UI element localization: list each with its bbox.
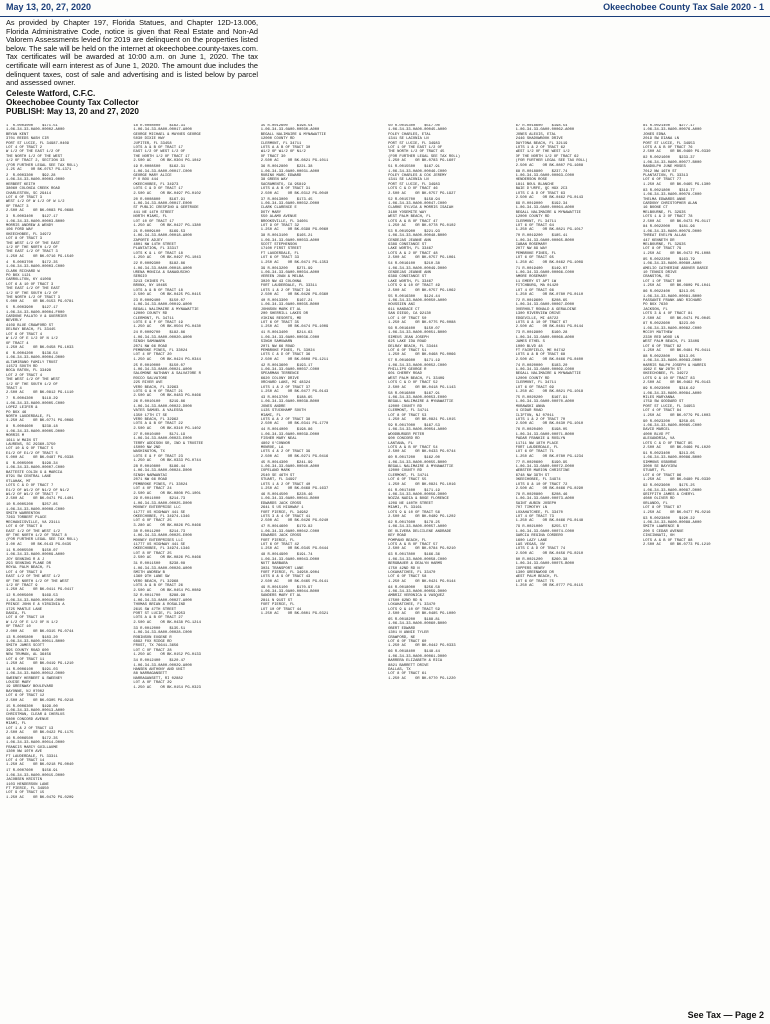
listing-entry: 65 R-0018200 $188.81 1-06-34-33-0A00-00060-B000 OBERT EDWARD 1301 N ANNIE TYLER CRAWFORD, NE LOT 6 OF TRACT 60 1.250 AC OR BK-0442 PG-0333 (388, 617, 456, 649)
listing-entry: 59 R-0017000 $167.53 1-06-34-33-0A00-00054-A000 WOODBURGER PETER 900 CONCORD RD LANTANA, FL LOTS A & B OF TRACT 54 2.500 AC OR BK-0433 PG-0744 (388, 423, 456, 455)
listing-entry: 51 R-0015500 $167.91 1-06-34-33-0A00-00046-C000 FOLEY CHARLES & COX JEREMY 1341 SE LACONIA LN PORT ST LUCIE, FL 34983 LOTS C & D OF TRACT 46 2.500 AC OR BK-0757 PG-1927 (388, 165, 456, 196)
listing-entry: 21 R-0009100 $169.53 1-06-34-33-0A00-00018-A000 ZAPORTE ADJEY 4801 NW 14TH STREET PLANTATION, FL 33317 LOTS K & L OF TRACT 18 1.250 AC OR BK-0497 PG-1043 (133, 229, 201, 261)
listing-column-3 (261, 124, 382, 1000)
continuation-note (688, 1010, 764, 1020)
listing-entry: 13 R-0005800 $183.20 1-06-34-33-0A00-00011-B000 SMITH JAMES SCOTT 395 COUNTY ROAD 600 NEW TRUMAN, AL 36456 LOT 6 OF TRACT 11 1.250 AC OR BK-0419 PG-1210 (6, 635, 74, 666)
listing-entry: 14 R-0006100 $191.03 1-06-34-33-0A00-00012-D000 SWEENEY HERBERT & SWEENEY LOUISE MARY 19 GREENWAY BOULEVARD BAYONNE, NJ 07002 LOT 6 OF TRACT 12 2.500 AC OR BK-0305 PG-0218 (6, 667, 74, 703)
listing-entry: 11 R-0005500 $150.07 1-06-34-33-0A00-00009-A000 JOY SENNING R & J 293 SENNING PLANE DR ROYAL PALM BEACH, FL LOT 4 OF TRACT 9 EAST 1/2 OF THE WEST 1/2 OF THE NORTH 1/2 OF THE WEST 1/2 OF TRACT 9 1.250 AC OR BK-0411 PG-0417 (6, 548, 74, 593)
listing-entry: 36 R-0012800 $221.38 1-06-34-33-0A00-00031-A000 RUBINO MARC EDWARD 38 GREEN WAY SACRAMENTO, CA 95819 LOTS A & B OF TRACT 31 2.500 AC OR BK-0312 PG-0040 (260, 165, 329, 196)
listing-entry: 53 R-0015900 $221.93 1-06-34-33-0A00-00048-B000 CENDEJAS JEANNE ANN 6389 CONSTANCE ST LAKE WORTH, FL 33467 LOTS A & 2 OF TRACT 48 2.500 AC OR BK-0757 PG-1061 (388, 229, 456, 261)
listing-columns (6, 124, 764, 1000)
listing-entry: 18 R-0008000 $162.31 1-06-34-33-0A00-00017-A000 GEORGE MICHAEL & MAYNES GEORGE 5030 DIXIE HWY JUPITER, FL 33458 LOTS A & B OF TRACT 17 EAST 1/2 OF WEST 1/2 OF THE NORTH 1/2 OF TRACT 17 2.500 AC OR BK-0304 PG-1042 (133, 124, 201, 164)
listing-entry: 52 R-0015700 $158.94 1-06-34-33-0A00-00047-C000 CLARKE SYLVIA & MORRIS ISAIAH 3180 YOSEMITE WAY WEST PALM BEACH, FL LOTS A & B OF TRACT 47 1.250 AC OR BK-0778 PG-0102 (388, 197, 456, 228)
listing-entry: 17 R-0007600 $156.91 1-06-34-33-0A00-00015-D000 JACOBSEN KRISTIN 1103 HENDERSON LANE FT PIERCE, FL 34950 LOT 9 OF TRACT 15 1.250 AC OR BK-0479 PG-0209 (6, 769, 74, 800)
listing-entry: 6 R-0004200 $136.54 1-06-34-33-0A00-00004-D000 ALTAMIRANO FAMILY TRUST 11573 SOUTH RD BOCA RATON, FL 33498 LOT 2 OF TRACT 4 THE WEST 1/2 OF THE WEST 1/2 OF THE SOUTH 1/2 OF TRACT 4 2.500 AC OR BK-0812 PG-1110 (6, 351, 74, 396)
listing-entry: 76 R-0020400 $198.05 1-06-34-33-0A00-00071-B000 PADAR FRANKIE & ROSLYN 11711 NW 18TH PLACE FORT LAUDERDALE, FL LOT 6 OF TRACT 71 1.250 AC OR BK-0780 PG-1234 (515, 428, 584, 459)
listing-entry: 82 R-0021600 $233.37 1-06-34-33-0A00-00077-B000 RANDOLPH JUNE MOSES 7012 NW 16TH ST PLANTATION, FL 33313 LOT 6 OF TRACT 77 1.250 AC OR BK-0465 PG-1300 (642, 156, 711, 187)
listing-entry: 45 R-0014300 $241.99 1-06-34-33-0A00-00040-A000 COPELAND MARK 2540 SE 46TH ST STUART, FL 34997 LOTS 1 & 2 OF TRACT 40 1.250 AC OR BK-0468 PG-1637 (260, 460, 329, 492)
publish-dates: PUBLISH: May 13, 20 and 27, 2020 (6, 107, 139, 117)
listing-entry: 91 R-0023400 $213.05 1-06-34-33-0A00-00086-B000 SIMMONS OSBORNE 3000 SE BAYVIEW STUART, FL LOT 6 OF TRACT 86 1.250 AC OR BK-0480 PG-0330 (642, 451, 711, 483)
listing-entry: 73 R-0019800 $160.28 1-06-34-33-0A00-00068-A000 JAMES ETHEL S 1000 BLVD 48 FT FAIRFIELD, ME 04742 LOTS A & B OF TRACT 68 2.500 AC OR BK-0466 PG-0400 (515, 331, 584, 362)
listing-entry: 43 R-0013700 $188.65 1-06-34-33-0A00-00038-B000 JONES ANDRE 1135 STUCKHAMP SOUTH MIAMI, FL LOTS A & 2 OF TRACT 38 2.500 AC OR BK-0341 PG-1770 (260, 395, 329, 427)
intro-paragraph: As provided by Chapter 197, Florida Statues, and Chapter 12D-13.006, Florida Administrative Code, notice is given that Real Estate and Non-Ad Valorem Assessments levied for 2019 are delinquent on the properties listed below. The sale will be held on the internet at okeechobee.county-taxes.com. Tax certificates will be awarded at 10:00 a.m. on June 1, 2020. The tax certificate will earn interest as of June 1, 2020. The amount due includes the delinquent taxes, cost of sale and advertising and is listed below by parcel and assessed owner. (6, 18, 258, 88)
listing-entry: 90 R-0023200 $258.65 1-06-34-33-0A00-00085-C000 DAVID MARCEL 4000 BLVD PT ALEXANDRIA, VA LOTS C & D OF TRACT 85 2.500 AC OR BK-0466 PG-1020 (642, 419, 711, 450)
listing-entry: 77 R-0020600 $190.95 1-06-34-33-0A00-00072-D000 WEBSTER MARION CHRISTINE 6748 NW 39TH ST OKEECHOBEE, FL 34974 LOTS 9 & 10 OF TRACT 72 2.500 AC OR BK-0466 PG-0290 (515, 460, 584, 492)
listing-entry: 92 R-0023600 $175.25 1-06-34-33-0A00-00087-D000 GRIFFITH JAMES & CHERYL 4080 OLIVER RD ORLANDO, FL LOT 8 OF TRACT 87 1.250 AC OR BK-0477 PG-0216 (642, 484, 711, 515)
listing-entry: 30 R-0011200 $214.73 1-06-34-33-0A00-00025-E000 MOONEY ENTERPRISES LLC 11777 US HIGHWAY 441 SE OKEECHOBEE, FL 34974-1346 LOT 8 OF TRACT 25 2.500 AC OR BK-0826 PG-0466 (133, 529, 201, 561)
listing-entry: 46 R-0014500 $228.46 1-06-34-33-0A00-00041-B000 EDWARDS JACK CROSS 2641 S US HIGHWAY 1 FORT PIERCE, FL 34982 LOTS 3 & 4 OF TRACT 41 2.500 AC OR BK-0426 PG-0240 (260, 493, 329, 524)
see-tax-link[interactable]: Tax (706, 1010, 721, 1020)
publication-date: May 13, 20, 27, 2020 (6, 2, 92, 12)
separator: — (720, 1010, 735, 1020)
listing-entry: 74 R-0020000 $183.20 1-06-34-33-0A00-00069-C000 BEGALL NALIMAIRE & MYNAWATTIE 12000 COUNTY RD CLERMONT, FL 34711 LOT 6 OF TRACT 69 1.250 AC OR BK-0821 PG-1018 (515, 363, 584, 395)
listing-entry: 27 R-0010400 $171.19 1-06-34-33-0A00-00023-E000 TERRY ADDISON SR, IND & TRUSTEE 15000 NW 2ND WASHINGTON, TX LOTS E & F OF TRACT 23 1.250 AC OR BK-0333 PG-0744 (133, 432, 204, 464)
listing-entry: 87 R-0022600 $223.00 1-06-34-33-0A00-00082-C000 MCCOY MATTHEW 2330 RED WOOD LN WEST PALM BEACH, FL 33409 LOT 6 OF TRACT 82 1.250 AC OR BK-0481 PG-0411 (642, 322, 711, 353)
see-label: See (687, 1010, 707, 1020)
listing-entry: 24 R-0009700 $182.86 1-06-34-33-0A00-00020-A000 SINGH SAMUWARN 2071 NW 66 ROAD PEMBROKE PINES, FL 33024 LOT 4 OF TRACT 20 1.250 AC OR BK-0424 PG-0344 (133, 331, 201, 362)
listing-entry: 62 R-0017600 $178.25 1-06-34-33-0A00-00057-A000 DE OLIVERA DELCILENE ANDRADE KEY ROAD POMPANO BEACH, FL LOTS A & B OF TRACT 57 2.500 AC OR BK-0784 PG-0210 (388, 520, 456, 552)
listing-entry: 89 R-0023000 $316.62 1-06-34-33-0A00-00084-A000 MILES MARYANNA 1759 SW GODDARD ST PORT ST LUCIE, FL 34953 LOT 4 OF TRACT 84 1.250 AC OR BK-0779 PG-1003 (642, 387, 711, 418)
listing-entry: 32 R-0011700 $288.98 1-06-34-33-0A00-00027-A000 THOMAS BRIAN & ROSALIND 2615 SW 47TH STREET PORT ST LUCIE, FL 34953 LOTS A & B OF TRACT 27 2.500 AC OR BK-0438 PG-1214 (133, 594, 201, 625)
listing-entry: 57 R-0016600 $171.19 1-06-34-33-0A00-00052-C000 PHILLIPS GEORGE R 601 CHERRY ROAD WEST PALM BEACH, FL 33409 LOTS C & D OF TRACT 52 2.500 AC OR BK-0418 PG-1143 (388, 359, 456, 390)
listing-entry: 20 R-0008800 $167.91 1-06-34-33-0A00-00017-E000 ST PUBLIC CRESPINO & GERTRUDE 441 NE 14TH STREET NORTH MIAMI, FL LOT 10 OF TRACT 17 1.250 AC OR BK-0427 PG-1380 (133, 197, 201, 228)
listing-entry: 66 R-0018400 $148.44 1-06-34-33-0A00-00061-D000 BARRERA ELIZABETH & RICA 8821 BARRETT DRIVE DALLAS, TX LOT 8 OF TRACT 61 1.250 AC OR BK-0770 PG-1220 (388, 650, 456, 681)
listing-entry: 19 R-0008500 $162.31 1-06-34-33-0A00-00017-C000 GEORGE MARY ALICE P O BOX 444 OKEECHOBEE, FL 34973 LOTS C & D OF TRACT 17 2.500 AC OR BK-0497 PG-0102 (133, 165, 201, 196)
publication-title: Okeechobee County Tax Sale 2020 - 1 (603, 2, 764, 12)
listing-entry: 81 R-0021400 $277.17 1-06-34-33-0A00-00076-A000 JONES EDNA 2019 SW DIANA LN PORT ST LUCIE, FL 34953 LOTS A & B OF TRACT 76 2.500 AC OR BK-0460 PG-0330 (642, 124, 711, 155)
listing-entry: 2 R-0003300 $92.28 1-06-34-33-0A00-00003-0000 HERBERT KEITH 38060 COLONIA CREEK ROAD CHARLESTON, SC 29414 LOT 6 OF TRACT 3 WEST 1/2 OF W 1/2 OF W 1/2 OF TRACT 3 2.500 AC OR BK-0083 PG-0688 (6, 173, 74, 214)
listing-entry: 69 R-0019000 $192.34 1-06-34-33-0A00-00064-A000 BEGALL NALIMAIRE & MYNAWATTIE 12000 COUNTY RD CLERMONT, FL 34711 LOT 6 OF TRACT 64 1.250 AC OR BK-0821 PG-1017 (515, 201, 584, 233)
listing-entry: 35 R-0012600 $198.54 1-06-34-33-0A00-00030-A000 BEGALL NALIMAIRE & MYNAWATTIE 12000 COUNTY RD CLERMONT, FL 34711 LOTS A & B OF TRACT 30 W1/2 OF W1/2 OF N1/2 OF TRACT 30 2.500 AC OR BK-0821 PG-1011 (260, 124, 329, 164)
page-ref: Page 2 (734, 1010, 764, 1020)
listing-entry: 54 R-0016100 $210.38 1-06-34-33-0A00-00049-D000 CENDEJAS JEANNE ANN 6389 CONSTANCE ST LAKE WORTH, FL 33467 LOTS 9 & 10 OF TRACT 49 2.500 AC OR BK-0757 PG-1062 (388, 262, 456, 293)
collector-title: Okeechobee County Tax Collector (6, 98, 139, 108)
listing-column-2 (133, 124, 254, 1000)
listing-entry: 16 R-0006500 $172.35 1-06-34-33-0A00-00014-D000 FRANCIS MARCY GUILLAUME 1300 NW 10TH AVE FT LAUDERDALE, FL 33311 LOT 4 OF TRACT 14 1.250 AC OR BK-0218 PG-0040 (6, 736, 74, 768)
listing-entry: 63 R-0017800 $166.36 1-06-34-33-0A00-00058-C000 BERGBAUER & DEALYN HARMS 1750 42ND RD N LOXAHATCHEE, FL 33470 LOT 6 OF TRACT 58 1.250 AC OR BK-0421 PG-0144 (388, 553, 456, 584)
listing-entry: 3 R-0003400 $127.17 1-06-34-33-0A00-00003-B000 MORRIS ANDREW & WENDY 106 FORD WAY OKEECHOBEE, FL 34972 LOT 8 OF TRACT 3 THE WEST 1/2 OF THE EAST 1/2 OF THE NORTH 1/2 OF THE EAST 1/2 OF TRACT 3 1.250 AC OR BK-0716 PG-1540 (6, 215, 74, 259)
listing-entry: 49 R-0015100 $170.97 1-06-34-33-0A00-00044-B000 SANDERS MARY ET AL 2811 N 91ST ST FORT PIERCE, FL LOT 10 OF TRACT 44 1.250 AC OR BK-0801 PG-0321 (260, 585, 329, 617)
listing-entry: 61 R-0017400 $171.19 1-06-34-33-0A00-00056-D000 NOZZA NADIA & BOGE FLORENCE 1209 NE 140TH STREET MIAMI, FL 33161 LOTS 9 & 10 OF TRACT 56 2.500 AC OR BK-0489 PG-1202 (388, 488, 456, 520)
listing-entry: 4 R-0003700 $172.35 1-06-34-33-0A00-00003-C000 CLARK RICHARD W PO BOX 1121 CARROLLTON, KY 41008 LOT 6 & 10 OF TRACT 3 THE EAST 1/2 OF THE EAST 1/2 OF THE SOUTH 1/2 OF THE NORTH 1/2 OF TRACT 3 5.000 AC OR BK-0153 PG-0781 (6, 260, 74, 305)
listing-entry: 88 R-0022800 $213.05 1-06-34-33-0A00-00083-D000 HARRIS RALPH JOSEPH & HARRIS 1962 E NW 28TH ST OKEECHOBEE, FL 34972 LOTS 9 & 10 OF TRACT 83 2.500 AC OR BK-0462 PG-0143 (642, 354, 711, 386)
listing-entry: 75 R-0020200 $167.91 1-06-34-33-0A00-00070-A000 MURAWSKI ANNA 4 CEDAR ROAD CLIFTON, NJ 07011 LOTS 1 & 2 OF TRACT 70 2.500 AC OR BK-0430 PG-1010 (515, 395, 584, 427)
collector-name: Celeste Watford, C.F.C. (6, 89, 96, 98)
listing-entry: 31 R-0011500 $238.08 1-06-34-33-0A00-00026-A000 SMITH ANDREW B 1360 9TH LANE SW VERO BEACH, FL 32968 LOTS A & B OF TRACT 26 2.500 AC OR BK-0454 PG-0089 (133, 562, 201, 593)
listing-entry: 22 R-0009300 $182.86 1-06-34-33-0A00-00018-A000 URENA MONICA & SANAGUSCHO SERGIO 3213 CHINES PL BRONX, NY 10465 LOTS A & B OF TRACT 18 2.500 AC OR BK-0425 PG-0415 (133, 262, 201, 298)
listing-column-1 (6, 124, 127, 1000)
listing-entry: 40 R-0013300 $167.21 1-06-34-33-0A00-00035-B000 JOHNSON MARK ET AL 200 SHERRILL LAKES DR VIKING RESORTS, MD LOT 6 OF TRACT 35 1.250 AC OR BK-0474 PG-1009 (260, 298, 329, 330)
listing-entry: 72 R-0019600 $208.65 1-06-34-33-0A00-00067-D000 OVERHOLT RONALD & GERALDINE 1300 RIVERVIEW DRIVE EDGEVILLE, MI 48722 LOTS 9 & 10 OF TRACT 67 2.500 AC OR BK-0481 PG-0144 (515, 298, 584, 330)
listing-entry: 84 R-0022000 $181.96 1-06-34-33-0A00-00079-D000 THREAT EVELYN ALLAN 447 KENNETH DR MELBOURNE, FL 32935 LOT 8 OF TRACT 79 1.250 AC OR BK-0472 PG-1008 (642, 225, 711, 256)
listing-entry: 26 R-0010100 $219.86 1-06-34-33-0A00-00022-D000 VATES SAMUEL & VALESSA 1350 17TH CT SE VERO BEACH, FL 32962 LOTS A & B OF TRACT 22 2.500 AC OR BK-0310 PG-1402 (133, 400, 201, 431)
listing-entry: 8 R-0004600 $238.18 1-06-34-33-0A00-00005-D000 MORRIS M 1611 W MAIN ST LAURENS, SC 29360-3750 LOT 10 & 9 OF TRACT 5 E1/2 OF E1/2 OF TRACT 5 5.000 AC OR BK-0487 PG-0338 (6, 425, 74, 461)
listing-entry: 50 R-0015300 $517.00 1-06-34-33-0A00-00045-A000 FOLEY CHARLES, ETAL 1341 SE LACONIA LN PORT ST LUCIE, FL 34983 LOT 1 OF THE EAST 1/2 OF THE NORTH 1/2 OF TRACT 45 (FOR FURTHER LEGAL SEE TAX ROLL) 1.250 AC OR BK-0783 PG-1607 (388, 124, 461, 164)
listing-entry: 79 R-0021000 $255.57 1-06-34-33-0A00-00074-C000 GARCIA REGINA CORDERO 1600 LAZY LANE LAS VEGAS, NV LOTS C & D OF TRACT 74 2.500 AC OR BK-0456 PG-0210 (515, 525, 584, 556)
listing-entry: 9 R-0005000 $198.34 1-06-34-33-0A00-00007-C000 BATTESTE COLIN G & MARCIA 8791 SW CENTRAL LANE OTLAHAK, MT LOTS C & D OF TRACT 7 E1/2 OF W1/2 OF N1/2 OF N1/2 W1/2 OF W1/2 OF TRACT 7 2.500 AC OR BK-0471 PG-1401 (6, 462, 74, 502)
listing-entry: 58 R-0016800 $167.91 1-06-34-33-0A00-00053-E000 BEGALL NALIMAIRE & MYNAWATTIE 12000 COUNTY RD CLERMONT, FL 34711 LOT 8 OF TRACT 53 1.250 AC OR BK-0821 PG-1015 (388, 391, 456, 422)
listing-entry: 34 R-0012400 $120.47 1-06-34-33-0A00-00029-A000 HANSEN ANTHONY AND UNIT 88 NARRAGANSETT NARRAGANSETT, RI 02882 LOT A OF TRACT 29 1.250 AC OR BK-0154 PG-0323 (133, 659, 201, 690)
listing-entry: 23 R-0009400 $150.07 1-06-34-33-0A00-00019-A000 BEGALL NALIMAIRE & MYNAWATTIE 12000 COUNTY RD CLERMONT, FL 34711 LOTS E & F OF TRACT 19 1.250 AC OR BK-0504 PG-0430 (133, 298, 201, 330)
listing-entry: 83 R-0021800 $319.77 1-06-34-33-0A00-00078-C000 THELMA EDWARDS ANNE CARDONY CHRISTOPHER ALAN 16 BOONE CT MELBOURNE, FL 32935 LOTS 1 & 2 OF TRACT 78 2.500 AC OR BK-0473 PG-0117 (642, 188, 711, 224)
listing-entry: 38 R-0013100 $165.21 1-06-34-33-0A00-00033-A000 SCOTT STEPHENSON 17100 FIRST STREET FT LAUDERDALE, FL LOT 6 OF TRACT 33 1.250 AC OR BK-0471 PG-1353 (260, 234, 329, 265)
collector-block (6, 89, 258, 117)
listing-column-6 (643, 124, 764, 1000)
listing-entry: 44 R-0014000 $198.86 1-06-34-33-0A00-00039-D000 FISHER MARY NEAL 4802 O'CONNOR MONROE, LA LOTS 4 & 2 OF TRACT 39 2.500 AC OR BK-0271 PG-0416 (260, 428, 329, 459)
listing-entry: 68 R-0018800 $237.74 1-06-34-33-0A00-00063-C000 HENDERSON ROSE 1811 BOUL BLANCHE BAIE D'URFE, QC H9X 2C3 LOTS C & D OF TRACT 63 2.500 AC OR BK-0462 PG-0143 (515, 169, 584, 200)
listing-entry: 86 R-0022400 $213.05 1-06-34-33-0A00-00081-B000 PASSANTE FRANK AND RICHARD PO BOX 7630 JACKSON, FL LOTS 3 & 4 OF TRACT 81 2.500 AC OR BK-0471 PG-0045 (642, 290, 711, 321)
listing-entry: 55 R-0016300 $124.44 1-06-34-33-0A00-00050-A000 HOUSSIEN ANI 611 KANDACE CT SAN DIEGO, CA 92130 LOT 1 OF TRACT 50 1.250 AC OR BK-0775 PG-0088 (388, 294, 456, 325)
listing-entry: 1 R-0003000 $171.51 1-06-34-33-0A00-00002-A000 BRYAN KENT 3701 REEDS NASH CIR PORT ST LUCIE, FL 34987-0409 LOT 4 OF TRACT 2 W 1/2 OF THE EAST 1/2 OF THE NORTH 1/2 OF THE WEST 1/2 OF TRACT 2, SECTION 33 (FOR FURTHER LEGAL SEE TAX ROLL) 1.25 AC OR BK-0757 PG-1371 (6, 124, 79, 173)
listing-entry: 41 R-0013400 $214.63 1-06-34-33-0A00-00036-C000 SINGH SAMUWARN 2071 NW 66 ROAD PEMBROKE PINES, FL 33024 LOTS C & D OF TRACT 36 2.500 AC OR BK-0808 PG-1211 (260, 331, 329, 362)
listing-entry: 60 R-0017200 $162.00 1-06-34-33-0A00-00055-B000 BEGALL NALIMAIRE & MYNAWATTIE 12000 COUNTY RD CLERMONT, FL 34711 LOT 6 OF TRACT 55 1.250 AC OR BK-0821 PG-1016 (388, 456, 456, 487)
listing-entry: 25 R-0010000 $150.07 1-06-34-33-0A00-00021-A000 SALOMONE NATHANY & SALVATORE R ROCCO SALVATORE 225 RIVER AVE VERO BEACH, FL 32963 LOTS G & H OF TRACT 21 2.500 AC OR BK-0483 PG-0466 (133, 363, 201, 399)
listing-entry: 28 R-0010800 $186.44 1-06-34-33-0A00-00024-D000 SINGH NARWANTAI 2071 NW 66 ROAD PEMBROKE PINES, FL 33024 LOT 4 OF TRACT 24 2.500 AC OR BK-0808 PG-1001 (133, 465, 201, 496)
listing-entry: 78 R-0020800 $208.46 1-06-34-33-0A00-00073-A000 SAINT AUBIN JOSEPH 707 TIMOTHY LN LOXAHATCHEE, FL 33470 LOT 4 OF TRACT 73 1.250 AC OR BK-0466 PG-0148 (515, 493, 584, 524)
listing-entry: 33 R-0012000 $135.51 1-06-34-33-0A00-00028-C000 ROBINSON EUGENE R 6892 FOX RIDGE RD FROST, TX 76641-3656 LOT C OF TRACT 28 1.250 AC OR BK-0152 PG-0133 (133, 626, 201, 658)
page-header (0, 0, 770, 17)
listing-entry: 85 R-0022200 $163.79 1-06-34-33-0A00-00080-A000 AMELIO CATHERINE ABOVER DARCE 10 TENNIS DRIVE CRANSTON, RI LOT 1 OF TRACT 80 1.250 AC OR BK-0809 PG-1041 (642, 257, 711, 289)
listing-entry: 10 R-0005200 $257.85 1-06-34-33-0A00-00008-C000 SMITH WARRENTON 7263 TORBERT PLACE MECHANICSVILLE, VA 23111 LOT 6 OF TRACT 8 EAST 1/2 OF THE WEST 1/2 OF THE NORTH 1/2 OF TRACT 8 (FOR FURTHER LEGAL SEE TAX ROLL) 3.00 AC OR BK-0143 PG-0435 (6, 503, 79, 547)
listing-entry: 64 R-0018000 $256.58 1-06-34-33-0A00-00059-D000 AMBRIZ VERONICA & VASQUEZ 17500 62ND RD N LOXAHATCHEE, FL 33470 LOTS 9 & 10 OF TRACT 59 2.500 AC OR BK-0485 PG-1000 (388, 585, 456, 617)
listing-entry: 48 R-0014900 $191.74 1-06-34-33-0A00-00043-D000 NUTT BARBARA 3031 TRANSPORT LANE FORT PIERCE, FL 34950-9004 LOTS 8 & 9 OF TRACT 43 2.500 AC OR BK-0465 PG-0141 (260, 553, 329, 584)
listing-entry: 56 R-0016400 $150.07 1-06-34-33-0A00-00051-B000 SIMEUS JEAN JOSEPH 625 LAKE IDA ROAD DELRAY BEACH, FL 33444 LOT 6 OF TRACT 51 1.250 AC OR BK-0468 PG-0066 (388, 326, 456, 358)
listing-entry: 7 R-0004300 $118.29 1-06-34-33-0A00-00005-C000 LOPEZ LEIFER & PO BOX 46 NORTH LAUDERDALE, FL 1.250 AC OR BK-0771 PG-0066 (6, 397, 74, 424)
listing-entry: 70 R-0019200 $185.41 1-06-34-33-0A00-00065-B000 CABAN ROSEMARY 2077 NW 89 WAY PEMBROKE PINES, FL LOT 6 OF TRACT 65 1.250 AC OR BK-0462 PG-1009 (515, 234, 584, 265)
listing-column-4 (388, 124, 509, 1000)
listing-entry: 71 R-0019400 $149.07 1-06-34-33-0A00-00066-C000 AMORE ROSEMARY 11 EMERY ST APT 1W FITCHBURG, MA 01420 LOT 4 OF TRACT 66 1.250 AC OR BK-0780 PG-0110 (515, 266, 584, 298)
listing-column-5 (516, 124, 637, 1000)
listing-entry: 80 R-0021200 $260.38 1-06-34-33-0A00-00075-B000 COPPERS HENRY 1300 GREENWOOD DR WEST PALM BEACH, FL LOT 6 OF TRACT 75 1.250 AC OR BK-0777 PG-0115 (515, 557, 584, 589)
listing-entry: 67 R-0018600 $198.54 1-06-34-33-0A00-00062-A000 JONES ALEXIS, ETAL 2446 SHADOWBOOK DRIVE DAYTONA BEACH, FL 32119 LOTS 1 & 2 OF TRACT 62 WEST 1/2 OF THE WEST 1/2 OF THE NORTH 1/2 OF TRACT 62 (FOR FURTHER LEGAL SEE TAX ROLL) 2.500 AC OR BK-0807 PG-1608 (515, 124, 588, 168)
listing-entry: 93 R-0023800 $190.22 1-06-34-33-0A00-00088-A000 SMITH LAWRENCE B 200 S CEDAR AVENUE CINCINNATI, OH LOTS A & B OF TRACT 88 2.500 AC OR BK-0773 PG-1210 (642, 516, 711, 547)
listing-entry: 47 R-0014600 $179.82 1-06-34-33-0A00-00042-C000 EDWARDS JACK CROSS FORT PIERCE, FL LOT 6 OF TRACT 42 1.250 AC OR BK-0345 PG-0444 (260, 525, 329, 552)
listing-entry: 37 R-0013000 $173.45 1-06-34-33-0A00-00032-D000 CLARK CLARENCE E DOTY MARY 550 ALAMO AVENUE BROOKSVILLE, FL 34601 LOT 9 OF TRACT 32 1.250 AC OR BK-0398 PG-0060 (260, 197, 329, 233)
listing-entry: 29 R-0011000 $214.73 1-06-34-33-0A00-00025-D000 MOONEY ENTERPRISE LLC 11777 US HIGHWAY 441 SE OKEECHOBEE, FL 34974-1346 LOT 6 OF TRACT 25 3.280 AC OR BK-0826 PG-0466 (133, 497, 201, 528)
listing-entry: 39 R-0013200 $271.99 1-06-34-33-0A00-00034-A000 VEREEN JOAN & MELBA 3020 NW 43 COLONNA FORT LAUDERDALE, FL 33311 LOTS 1 & 2 OF TRACT 34 2.500 AC OR BK-0426 PG-0360 (260, 266, 329, 298)
listing-entry: 15 R-0006300 $199.00 1-06-34-33-0A00-00013-A000 CHRISTMAN, CLEAR & CHERLUS 5800 CONCORD AVENUE MIAMI, FL LOT 1 & 2 OF TRACT 13 2.500 AC OR BK-0422 PG-1175 (6, 704, 74, 736)
listing-entry: 5 R-0003900 $127.17 1-06-34-33-0A00-00004-F000 CARDONE PALATO V & GUERRIER BEVERLY 4109 BLUE CRAWFORD ST DELRAY BEACH, FL 33445 LOT 6 OF TRACT 4 W 1/2 OF E 1/2 OF N 1/2 OF TRACT 4 1.250 AC OR BK-0458 PG-1033 (6, 306, 74, 350)
listing-entry: 12 R-0005600 $169.53 1-06-34-33-0A00-00010-D000 PRINCE JOHN E & VIRGINIA A 1725 MANTLE LANE DANIA, FL LOT 8 OF TRACT 10 W 1/2 OF E 1/2 OF N 1/2 OF TRACT 10 2.000 AC OR BK-0315 PG-0744 (6, 594, 74, 634)
listing-entry: 42 R-0013600 $193.17 1-06-34-33-0A00-00037-C000 SPEARMAN TERRENCE 6620 COLONY DRIVE ORCHARD LAKE, MI 48324 LOTS 1 & 2 OF TRACT 37 1.250 AC OR BK-0477 PG-0143 (260, 363, 329, 395)
